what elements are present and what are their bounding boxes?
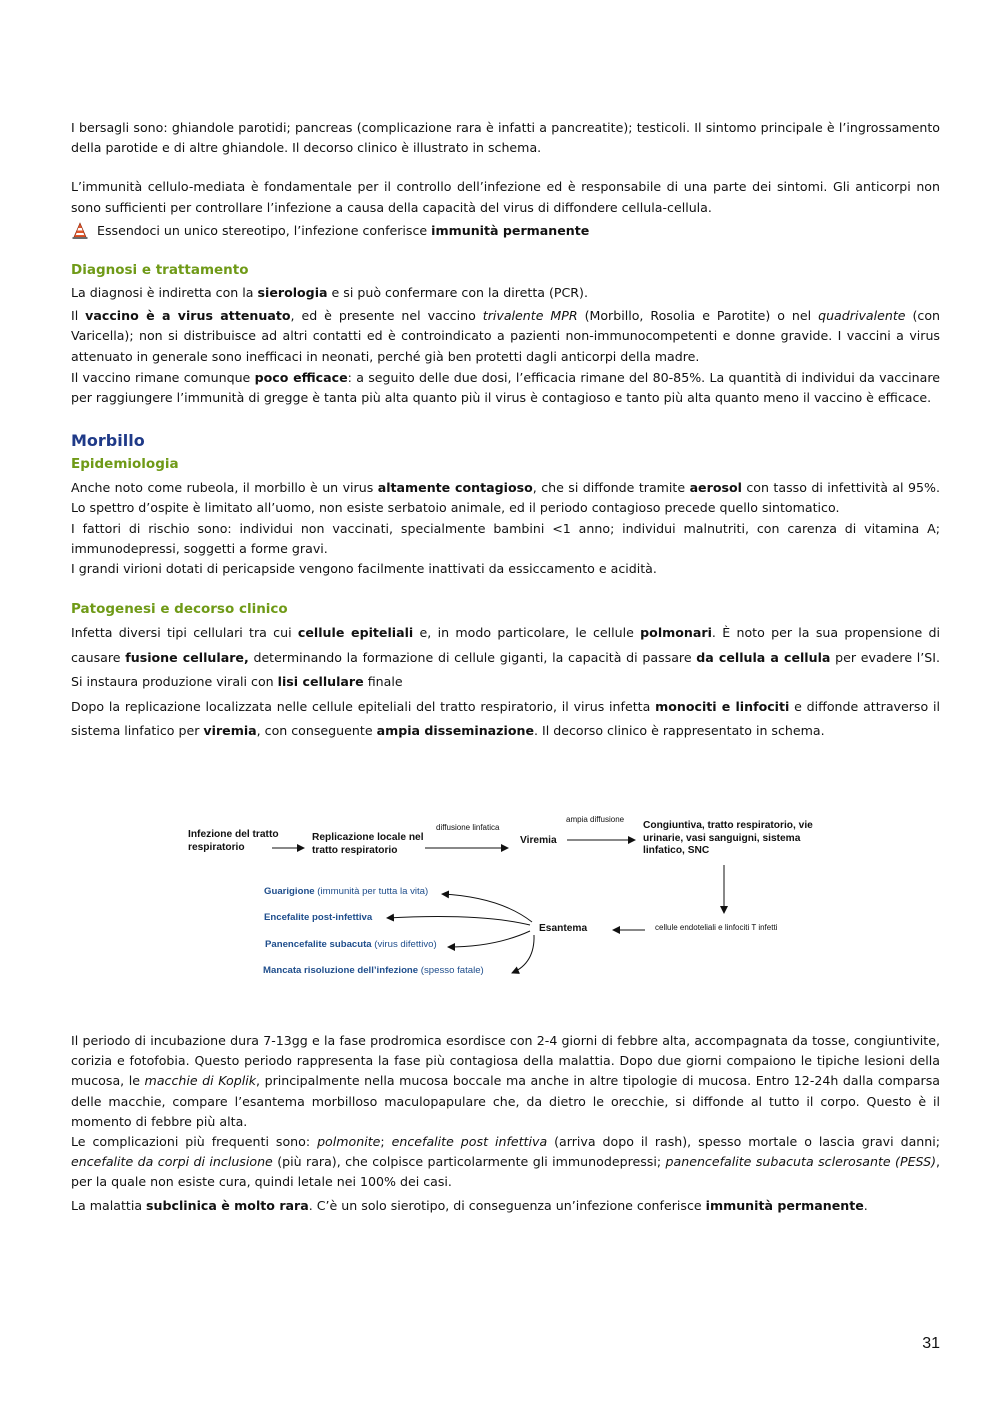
outcome-encefalite: Encefalite post-infettiva bbox=[264, 912, 373, 923]
heading-morbillo: Morbillo bbox=[71, 431, 145, 451]
traffic-cone-icon bbox=[71, 222, 89, 240]
edge-cellule-endoteliali: cellule endoteliali e linfociti T infetti bbox=[655, 923, 778, 932]
paragraph-epidemiologia: Anche noto come rubeola, il morbillo è un virus altamente contagioso, che si diffonde tramite aerosol con tasso di infettività al 95%. Lo spettro d’ospite è limitato all’uomo, non esiste serbatoio animale, ed il periodo contagioso precede quello sintomatico. bbox=[71, 480, 940, 516]
node-esantema: Esantema bbox=[539, 923, 588, 934]
node-congiuntiva: Congiuntiva, tratto respiratorio, vie urinarie, vasi sanguigni, sistema linfatico, SNC bbox=[643, 820, 813, 856]
paragraph-efficacia: Il vaccino rimane comunque poco efficace: a seguito delle due dosi, l’efficacia rimane del 80-85%. La quantità di individui da vaccinare per raggiungere l’immunità di gregge è tanta più alta quanto più il virus è contagioso e tanto più alta quanto meno il vaccino è efficace. bbox=[71, 369, 940, 406]
node-replicazione: Replicazione locale nel tratto respiratorio bbox=[312, 832, 424, 856]
node-infezione: Infezione del tratto respiratorio bbox=[188, 829, 279, 853]
paragraph-immunita: L’immunità cellulo-mediata è fondamentale per il controllo dell’infezione ed è responsabile di una parte dei sintomi. Gli anticorpi non sono sufficienti per controllare l’infezione a causa della capacità del virus di diffondere cellula-cellula. bbox=[71, 179, 940, 215]
paragraph-bersagli: I bersagli sono: ghiandole parotidi; pancreas (complicazione rara è infatti a pancreatite); testicoli. Il sintomo principale è l’ingrossamento della parotide e di altre ghiandole. Il decorso clinico è illustrato in schema. bbox=[71, 120, 940, 156]
paragraph-replicazione: Dopo la replicazione localizzata nelle cellule epiteliali del tratto respiratorio, il virus infetta monociti e linfociti e diffonde attraverso il sistema linfatico per viremia, con conseguente ampia disseminazione. Il decorso clinico è rappresentato in schema. bbox=[71, 698, 940, 739]
node-viremia: Viremia bbox=[520, 835, 557, 846]
arrow-encefalite bbox=[387, 917, 530, 925]
arrow-panencefalite bbox=[448, 931, 530, 947]
outcome-mancata-risoluzione: Mancata risoluzione dell’infezione (spesso fatale) bbox=[263, 965, 484, 976]
heading-diagnosi: Diagnosi e trattamento bbox=[71, 262, 249, 279]
paragraph-vaccino: Il vaccino è a virus attenuato, ed è presente nel vaccino trivalente MPR (Morbillo, Rosolia e Parotite) o nel quadrivalente (con Varicella); non si distribuisce ad altri contatti ed è controindicato a pazienti non-immunocompetenti e donne gravide. I vaccini a virus attenuato in generale sono inefficaci in neonati, perché già ben protetti dagli anticorpi della madre. bbox=[71, 308, 941, 364]
page-number: 31 bbox=[922, 1335, 940, 1352]
clinical-course-diagram bbox=[180, 805, 840, 990]
paragraph-subclinica: La malattia subclinica è molto rara. C’è un solo sierotipo, di conseguenza un’infezione conferisce immunità permanente. bbox=[71, 1197, 868, 1213]
page-body-bottom bbox=[71, 1031, 940, 1216]
paragraph-complicazioni: Le complicazioni più frequenti sono: polmonite; encefalite post infettiva (arriva dopo il rash), spesso mortale o lascia gravi danni; encefalite da corpi di inclusione (più rara), che colpisce particolarmente gli immunodepressi; panencefalite subacuta sclerosante (PESS), per la quale non esiste cura, quindi letale nei 100% dei casi. bbox=[71, 1134, 940, 1190]
warning-note: Essendoci un unico stereotipo, l’infezione conferisce immunità permanente bbox=[71, 221, 940, 241]
arrow-mancata bbox=[512, 935, 534, 973]
outcome-guarigione: Guarigione (immunità per tutta la vita) bbox=[264, 886, 429, 897]
paragraph-diagnosi: La diagnosi è indiretta con la sierologia e si può confermare con la diretta (PCR). bbox=[71, 285, 588, 301]
outcome-panencefalite: Panencefalite subacuta (virus difettivo) bbox=[265, 939, 437, 950]
edge-diffusione-linfatica: diffusione linfatica bbox=[436, 823, 500, 832]
paragraph-incubazione: Il periodo di incubazione dura 7-13gg e la fase prodromica esordisce con 2-4 giorni di febbre alta, accompagnata da tosse, congiuntivite, corizia e fotofobia. Questo periodo rappresenta la fase più contagiosa della malattia. Dopo due giorni compaiono le tipiche lesioni della mucosa, le macchie di Koplik, principalmente nella mucosa boccale ma anche in altre tipologie di mucosa. Entro 12-24h dalla comparsa delle macchie, compare l’esantema morbilloso maculopapulare che, da dietro le orecchie, si diffonde al tutto il corpo. Questo è il momento di febbre più alta. bbox=[71, 1033, 940, 1129]
paragraph-virioni: I grandi virioni dotati di pericapside vengono facilmente inattivati da essiccamento e acidità. bbox=[71, 561, 657, 577]
arrow-guarigione bbox=[442, 894, 532, 922]
paragraph-patogenesi: Infetta diversi tipi cellulari tra cui cellule epiteliali e, in modo particolare, le cellule polmonari. È noto per la sua propensione di causare fusione cellulare, determinando la formazione di cellule giganti, la capacità di passare da cellula a cellula per evadere l’SI. Si instaura produzione virali con lisi cellulare finale bbox=[71, 625, 940, 690]
heading-patogenesi: Patogenesi e decorso clinico bbox=[71, 601, 288, 618]
edge-ampia-diffusione: ampia diffusione bbox=[566, 815, 625, 824]
page-body bbox=[71, 118, 940, 744]
paragraph-fattori-rischio: I fattori di rischio sono: individui non vaccinati, specialmente bambini <1 anno; individui malnutriti, con carenza di vitamina A; immunodepressi, soggetti a forme gravi. bbox=[71, 520, 940, 556]
heading-epidemiologia: Epidemiologia bbox=[71, 456, 179, 473]
